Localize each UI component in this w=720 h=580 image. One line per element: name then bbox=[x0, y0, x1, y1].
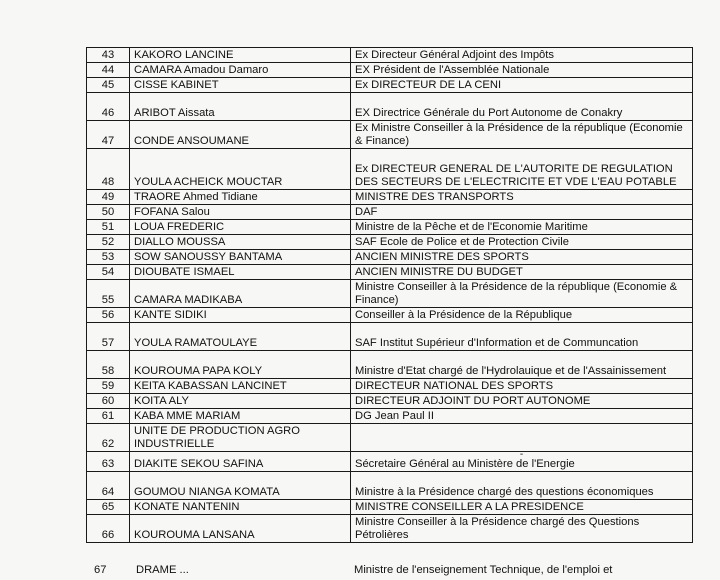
table-row bbox=[87, 323, 693, 351]
person-role: Ministre Conseiller à la Présidence chargé des Questions Pétrolières bbox=[351, 515, 693, 543]
person-role: Conseiller à la Présidence de la République bbox=[351, 308, 693, 323]
row-number: 54 bbox=[87, 265, 130, 280]
row-number: 60 bbox=[87, 394, 130, 409]
role-text: Sécretaire Général au Ministère de l'Energie bbox=[355, 458, 575, 470]
person-name: CAMARA Amadou Damaro bbox=[130, 63, 351, 78]
table-row bbox=[87, 265, 693, 280]
row-number: 47 bbox=[87, 121, 130, 149]
row-number: 62 bbox=[87, 424, 130, 452]
table-row bbox=[87, 351, 693, 379]
row-number: 43 bbox=[87, 48, 130, 63]
person-role: ANCIEN MINISTRE DES SPORTS bbox=[351, 250, 693, 265]
table-row bbox=[87, 500, 693, 515]
person-name: KOITA ALY bbox=[130, 394, 351, 409]
person-role: SAF Institut Supérieur d'Information et de Communcation bbox=[351, 323, 693, 351]
table-body bbox=[87, 48, 693, 543]
person-name: KOUROUMA LANSANA bbox=[130, 515, 351, 543]
person-name: ARIBOT Aissata bbox=[130, 93, 351, 121]
person-name: KAKORO LANCINE bbox=[130, 48, 351, 63]
person-role: Ministre Conseiller à la Présidence de la république (Economie & Finance) bbox=[351, 280, 693, 308]
table-row bbox=[87, 235, 693, 250]
table-row bbox=[87, 452, 693, 472]
cut-off-row bbox=[86, 564, 686, 580]
row-number: 66 bbox=[87, 515, 130, 543]
cut-off-row-number: 67 bbox=[94, 564, 107, 576]
person-name: DIOUBATE ISMAEL bbox=[130, 265, 351, 280]
table-row bbox=[87, 472, 693, 500]
table-row bbox=[87, 63, 693, 78]
person-name: DIAKITE SEKOU SAFINA bbox=[130, 452, 351, 472]
table-row bbox=[87, 424, 693, 452]
person-name: KABA MME MARIAM bbox=[130, 409, 351, 424]
person-name: TRAORE Ahmed Tidiane bbox=[130, 190, 351, 205]
table-row bbox=[87, 394, 693, 409]
row-number: 50 bbox=[87, 205, 130, 220]
row-number: 65 bbox=[87, 500, 130, 515]
person-name: KONATE NANTENIN bbox=[130, 500, 351, 515]
cut-off-row-name: DRAME ... bbox=[136, 564, 189, 576]
table-row bbox=[87, 93, 693, 121]
person-role: EX Directrice Générale du Port Autonome de Conakry bbox=[351, 93, 693, 121]
person-role: DIRECTEUR ADJOINT DU PORT AUTONOME bbox=[351, 394, 693, 409]
row-number: 56 bbox=[87, 308, 130, 323]
table-row bbox=[87, 409, 693, 424]
table-row bbox=[87, 205, 693, 220]
person-name: GOUMOU NIANGA KOMATA bbox=[130, 472, 351, 500]
row-number: 58 bbox=[87, 351, 130, 379]
person-role bbox=[351, 449, 693, 472]
table-row bbox=[87, 308, 693, 323]
person-role: Ministre d'Etat chargé de l'Hydrolauique et de l'Assainissement bbox=[351, 351, 693, 379]
person-name: KOUROUMA PAPA KOLY bbox=[130, 351, 351, 379]
row-number: 57 bbox=[87, 323, 130, 351]
table-row bbox=[87, 190, 693, 205]
person-name: YOULA RAMATOULAYE bbox=[130, 323, 351, 351]
person-role: Ex DIRECTEUR DE LA CENI bbox=[351, 78, 693, 93]
person-name: CAMARA MADIKABA bbox=[130, 280, 351, 308]
table-row bbox=[87, 515, 693, 543]
table-row bbox=[87, 280, 693, 308]
person-role: SAF Ecole de Police et de Protection Civile bbox=[351, 235, 693, 250]
person-role: ANCIEN MINISTRE DU BUDGET bbox=[351, 265, 693, 280]
person-name: CONDE ANSOUMANE bbox=[130, 121, 351, 149]
person-role: Ex Ministre Conseiller à la Présidence de la république (Economie & Finance) bbox=[351, 121, 693, 149]
table-row bbox=[87, 250, 693, 265]
person-role: Ministre à la Présidence chargé des questions économiques bbox=[351, 472, 693, 500]
person-role: Ministre de la Pêche et de l'Economie Maritime bbox=[351, 220, 693, 235]
person-name: LOUA FREDERIC bbox=[130, 220, 351, 235]
personnel-table bbox=[86, 47, 693, 543]
table-row bbox=[87, 48, 693, 63]
person-name: KANTE SIDIKI bbox=[130, 308, 351, 323]
row-number: 53 bbox=[87, 250, 130, 265]
person-role: MINISTRE DES TRANSPORTS bbox=[351, 190, 693, 205]
table-row bbox=[87, 149, 693, 190]
row-number: 46 bbox=[87, 93, 130, 121]
person-name: KEITA KABASSAN LANCINET bbox=[130, 379, 351, 394]
person-name: UNITE DE PRODUCTION AGRO INDUSTRIELLE bbox=[130, 424, 351, 452]
row-number: 61 bbox=[87, 409, 130, 424]
row-number: 48 bbox=[87, 149, 130, 190]
person-name: CISSE KABINET bbox=[130, 78, 351, 93]
person-role: Ex Directeur Général Adjoint des Impôts bbox=[351, 48, 693, 63]
person-role: DIRECTEUR NATIONAL DES SPORTS bbox=[351, 379, 693, 394]
table-row bbox=[87, 379, 693, 394]
person-name: SOW SANOUSSY BANTAMA bbox=[130, 250, 351, 265]
person-name: FOFANA Salou bbox=[130, 205, 351, 220]
person-role: MINISTRE CONSEILLER A LA PRESIDENCE bbox=[351, 500, 693, 515]
person-role: Ex DIRECTEUR GENERAL DE L'AUTORITE DE REGULATION DES SECTEURS DE L'ELECTRICITE ET VDE L'EAU POTABLE bbox=[351, 149, 693, 190]
row-number: 64 bbox=[87, 472, 130, 500]
row-number: 44 bbox=[87, 63, 130, 78]
person-role: DAF bbox=[351, 205, 693, 220]
person-role: EX Président de l'Assemblée Nationale bbox=[351, 63, 693, 78]
row-number: 55 bbox=[87, 280, 130, 308]
table-row bbox=[87, 78, 693, 93]
row-number: 59 bbox=[87, 379, 130, 394]
row-number: 49 bbox=[87, 190, 130, 205]
person-name: YOULA ACHEICK MOUCTAR bbox=[130, 149, 351, 190]
person-name: DIALLO MOUSSA bbox=[130, 235, 351, 250]
table-row bbox=[87, 220, 693, 235]
row-number: 52 bbox=[87, 235, 130, 250]
row-number: 45 bbox=[87, 78, 130, 93]
person-role: DG Jean Paul II bbox=[351, 409, 693, 424]
row-number: 51 bbox=[87, 220, 130, 235]
dash-mark: - bbox=[519, 449, 524, 460]
cut-off-row-role: Ministre de l'enseignement Technique, de l'emploi et bbox=[354, 564, 613, 576]
table-row bbox=[87, 121, 693, 149]
person-role bbox=[351, 424, 693, 452]
row-number: 63 bbox=[87, 452, 130, 472]
